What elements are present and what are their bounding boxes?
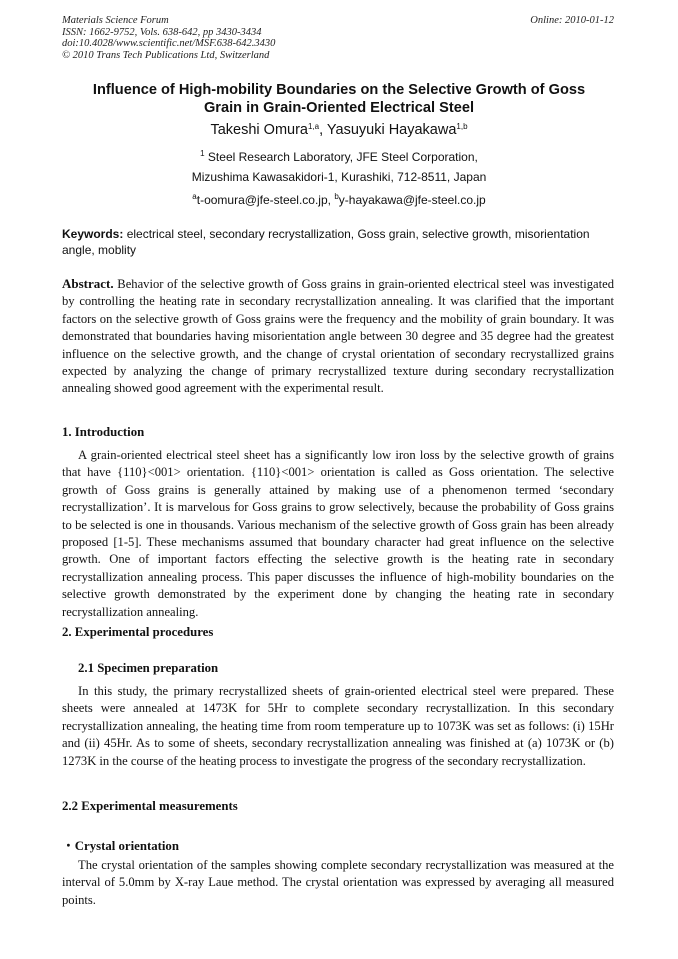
journal-name: Materials Science Forum bbox=[62, 15, 169, 26]
author-emails bbox=[40, 193, 638, 207]
section-heading-experimental: 2. Experimental procedures bbox=[62, 625, 214, 639]
affiliation-institution: Steel Research Laboratory, JFE Steel Corporation, bbox=[204, 150, 478, 164]
abstract-text: Behavior of the selective growth of Goss grains in grain-oriented electrical steel was investigated by controlling the heating rate in secondary recrystallization annealing. It was clarified that the important factors on the selective growth of Goss grains were the frequency and the mobility of grain boundary. It was demonstrated that boundaries having misorientation angle between 30 degree and 35 degree had the greatest influence on the selective growth, and the change of crystal orientation of secondary recrystallized grains expected by analyzing the change of primary recrystallized texture during secondary recrystallization annealing showed good agreement with the experimental result. bbox=[62, 277, 614, 396]
author-1-superscript: 1,a bbox=[307, 122, 320, 131]
crystal-orientation-paragraph: The crystal orientation of the samples showing complete secondary recrystallization was measured at the interval of 5.0mm by X-ray Laue method. The crystal orientation was expressed by averaging all measured points. bbox=[62, 858, 614, 907]
specimen-paragraph: In this study, the primary recrystallized sheets of grain-oriented electrical steel were prepared. These sheets were annealed at 1473K for 5Hr to complete secondary recrystallization. In this secondary recrystallization annealing, the heating time from room temperature up to 1073K was set as follows: (i) 15Hr and (ii) 45Hr. As to some of sheets, secondary recrystallization annealing was finished at (a) 1073K or (b) 1273K in the course of the heating process to investigate the progress of the secondary recrystallization. bbox=[62, 684, 614, 768]
affiliation-line-2: Mizushima Kawasakidori-1, Kurashiki, 712-8511, Japan bbox=[191, 170, 487, 184]
title-line-2: Grain in Grain-Oriented Electrical Steel bbox=[203, 99, 475, 116]
author-name-2: Yasuyuki Hayakawa bbox=[326, 122, 457, 138]
email-b-superscript: b bbox=[334, 192, 339, 201]
abstract-label: Abstract. bbox=[62, 276, 114, 291]
paper-title bbox=[40, 82, 638, 117]
author-list bbox=[40, 122, 638, 138]
subsection-heading-measurements: 2.2 Experimental measurements bbox=[62, 799, 238, 813]
affiliation-number: 1 bbox=[200, 149, 205, 158]
journal-issn: ISSN: 1662-9752, Vols. 638-642, pp 3430-3434 bbox=[62, 26, 262, 38]
email-b: y-hayakawa@jfe-steel.co.jp bbox=[338, 193, 486, 207]
email-a: t-oomura@jfe-steel.co.jp, bbox=[196, 193, 335, 207]
title-line-1: Influence of High-mobility Boundaries on the Selective Growth of Goss bbox=[92, 82, 586, 98]
section-heading-introduction: 1. Introduction bbox=[62, 425, 145, 439]
abstract bbox=[62, 275, 614, 398]
introduction-paragraph: A grain-oriented electrical steel sheet has a significantly low iron loss by the selective growth of grains that have {110}<001> orientation. {110}<001> orientation is called as Goss orientation. The selective growth of Goss grains is generally attained by making use of a phenomenon termed ‘secondary recrystallization’. It is marvelous for Goss grains to grow selectively, because the probability of Goss grains to be selected is one in thousands. Various mechanism of the selective growth of Goss grain has been already proposed [1-5]. These mechanisms assumed that boundary character had great influence on the selective growth. One of important factors effecting the selective growth is the heating rate in secondary recrystallization annealing process. This paper discusses the influence of high-mobility boundaries on the selective growth demonstrated by the experiment done by changing the heating rate in secondary recrystallization annealing. bbox=[62, 448, 614, 619]
keywords bbox=[62, 227, 614, 258]
journal-header bbox=[62, 15, 614, 61]
online-date: Online: 2010-01-12 bbox=[530, 15, 614, 26]
author-2-superscript: 1,b bbox=[456, 122, 468, 131]
keywords-label: Keywords: bbox=[62, 227, 124, 241]
journal-doi: doi:10.4028/www.scientific.net/MSF.638-642.3430 bbox=[62, 38, 276, 49]
keywords-text: electrical steel, secondary recrystallization, Goss grain, selective growth, misorientation angle, moblity bbox=[62, 227, 590, 257]
bullet-heading-crystal-orientation: ・Crystal orientation bbox=[62, 839, 179, 853]
journal-copyright: © 2010 Trans Tech Publications Ltd, Switzerland bbox=[62, 49, 270, 61]
subsection-heading-specimen: 2.1 Specimen preparation bbox=[78, 661, 219, 675]
author-separator: , bbox=[319, 122, 327, 138]
email-a-superscript: a bbox=[192, 192, 197, 201]
affiliation-line-1 bbox=[40, 150, 638, 164]
author-name-1: Takeshi Omura bbox=[210, 122, 308, 138]
